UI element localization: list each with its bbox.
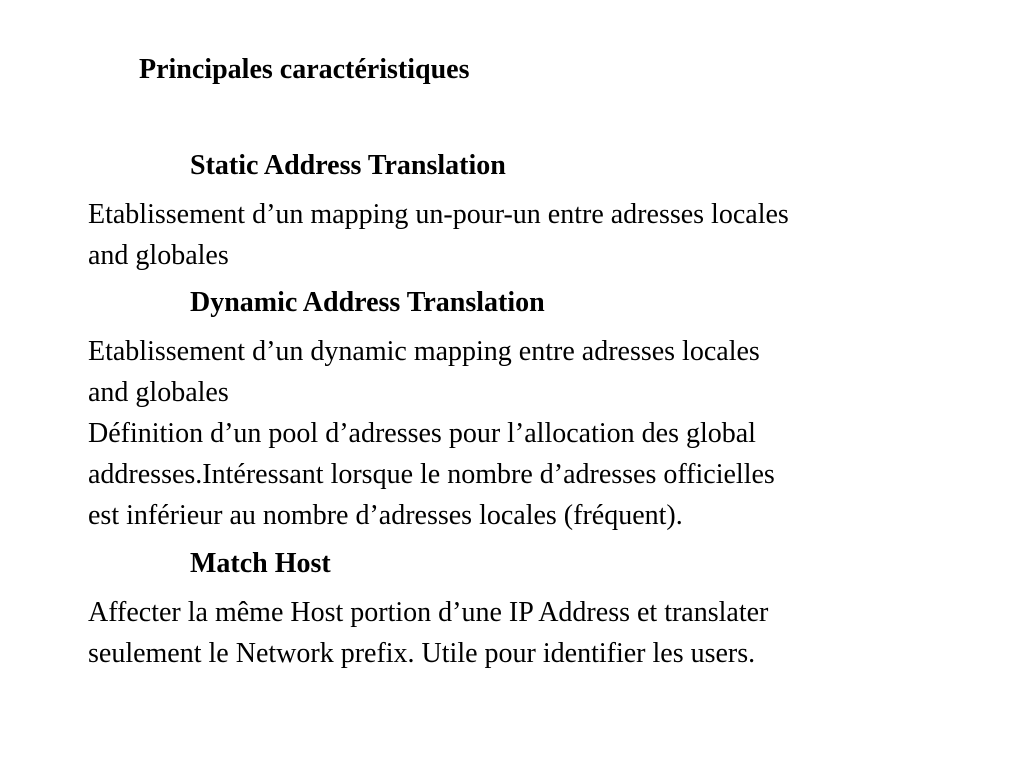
body-line: Définition d’un pool d’adresses pour l’allocation des global [88,418,756,449]
slide-title: Principales caractéristiques [139,54,470,85]
body-line: Affecter la même Host portion d’une IP Address et translater [88,597,769,628]
body-line: seulement le Network prefix. Utile pour identifier les users. [88,638,756,669]
body-line: addresses.Intéressant lorsque le nombre d’adresses officielles [88,459,775,490]
section-body-static-address-translation [88,194,968,276]
body-line: est inférieur au nombre d’adresses locales (fréquent). [88,500,683,531]
section-body-dynamic-address-translation [88,331,968,536]
section-heading-static-address-translation: Static Address Translation [190,150,506,181]
body-line: Etablissement d’un mapping un-pour-un entre adresses locales [88,199,789,230]
body-line: and globales [88,240,229,271]
section-heading-match-host: Match Host [190,548,331,579]
section-heading-dynamic-address-translation: Dynamic Address Translation [190,287,545,318]
body-line: Etablissement d’un dynamic mapping entre adresses locales [88,336,760,367]
section-body-match-host [88,592,968,674]
body-line: and globales [88,377,229,408]
